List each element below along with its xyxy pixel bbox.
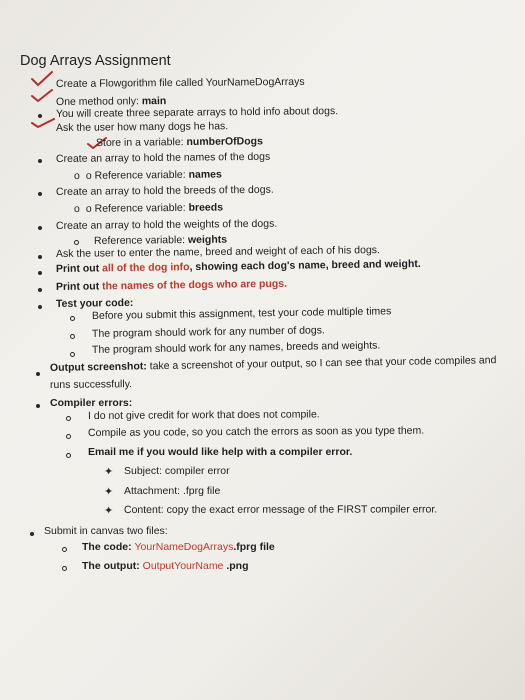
list-item: I do not give credit for work that does not compile. bbox=[87, 408, 320, 422]
circle-bullet bbox=[70, 334, 75, 339]
list-item: Ask the user to enter the name, breed and weight of each of his dogs. bbox=[55, 244, 380, 260]
bullet bbox=[38, 159, 42, 163]
list-item: Attachment: .fprg file bbox=[124, 485, 221, 497]
circle-bullet bbox=[62, 547, 67, 552]
list-item: Compiler errors: bbox=[50, 397, 133, 409]
circle-bullet bbox=[70, 316, 75, 321]
list-item: Create an array to hold the breeds of the dogs. bbox=[55, 183, 274, 198]
list-item: o o Reference variable: names bbox=[73, 168, 222, 182]
list-item: The program should work for any names, breeds and weights. bbox=[91, 339, 381, 356]
check-icon bbox=[30, 87, 54, 105]
check-icon bbox=[30, 70, 54, 88]
list-item: The code: YourNameDogArrays.fprg file bbox=[82, 541, 275, 553]
bullet bbox=[38, 305, 42, 309]
list-item: Print out all of the dog info, showing each dog's name, breed and weight. bbox=[55, 257, 421, 275]
list-item: Test your code: bbox=[55, 296, 134, 310]
list-item: You will create three separate arrays to hold info about dogs. bbox=[55, 105, 339, 120]
list-item: Submit in canvas two files: bbox=[44, 525, 168, 537]
list-item: Subject: compiler error bbox=[124, 465, 230, 477]
list-item: Compile as you code, so you catch the errors as soon as you type them. bbox=[87, 424, 425, 439]
bullet bbox=[30, 532, 34, 536]
bullet bbox=[38, 255, 42, 259]
check-icon bbox=[30, 116, 56, 130]
list-item: Output screenshot: take a screenshot of your output, so I can see that your code compiles and bbox=[49, 354, 497, 374]
bullet bbox=[36, 372, 40, 376]
bullet bbox=[36, 404, 40, 408]
bullet bbox=[38, 271, 42, 275]
bullet bbox=[38, 226, 42, 230]
list-item: Create an array to hold the weights of the dogs. bbox=[55, 217, 278, 232]
circle-bullet bbox=[66, 434, 71, 439]
list-item: Email me if you would like help with a compiler error. bbox=[88, 446, 353, 458]
page-title: Dog Arrays Assignment bbox=[20, 53, 171, 69]
list-item: Before you submit this assignment, test your code multiple times bbox=[91, 305, 392, 322]
list-item: Print out the names of the dogs who are pugs. bbox=[55, 277, 288, 293]
circle-bullet bbox=[74, 240, 79, 245]
circle-bullet bbox=[62, 566, 67, 571]
list-item: One method only: main bbox=[55, 95, 167, 108]
list-item: The output: OutputYourName .png bbox=[82, 560, 249, 572]
list-item: Content: copy the exact error message of the FIRST compiler error. bbox=[123, 503, 438, 516]
circle-bullet bbox=[70, 352, 75, 357]
list-item: The program should work for any number of dogs. bbox=[91, 324, 325, 340]
circle-bullet bbox=[66, 416, 71, 421]
bullet bbox=[38, 288, 42, 292]
bullet bbox=[38, 192, 42, 196]
star-bullet: ✦ bbox=[104, 505, 114, 517]
list-item: Ask the user how many dogs he has. bbox=[55, 120, 229, 134]
list-item: Create a Flowgorithm file called YourNameDogArrays bbox=[55, 75, 305, 90]
star-bullet: ✦ bbox=[104, 486, 114, 498]
list-item: Reference variable: weights bbox=[93, 233, 228, 247]
star-bullet: ✦ bbox=[104, 466, 114, 478]
bullet bbox=[38, 114, 42, 118]
list-item: Store in a variable: numberOfDogs bbox=[95, 135, 263, 149]
list-item: Create an array to hold the names of the dogs bbox=[55, 150, 271, 165]
circle-bullet bbox=[66, 453, 71, 458]
list-item: runs successfully. bbox=[49, 378, 133, 391]
list-item: o o Reference variable: breeds bbox=[73, 201, 224, 215]
